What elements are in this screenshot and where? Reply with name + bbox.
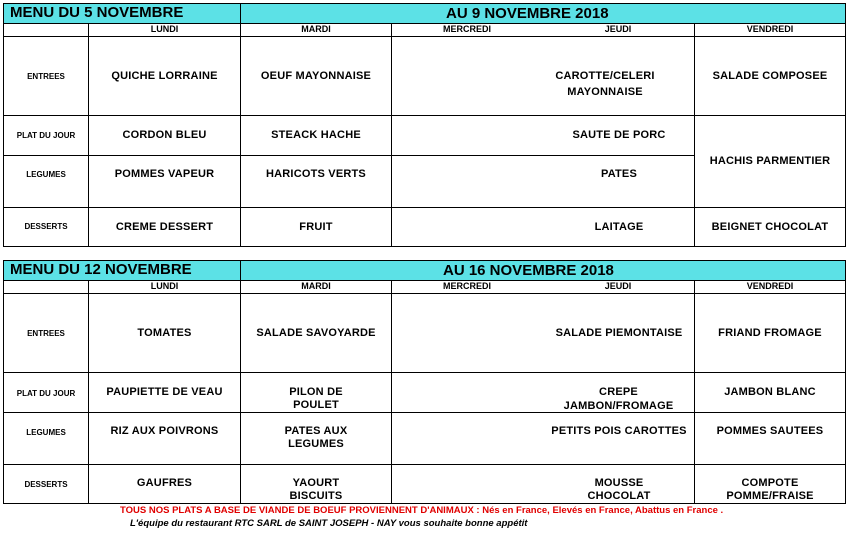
- week2-day-mercredi: MERCREDI: [442, 281, 491, 291]
- week1-line-r3: [3, 207, 845, 208]
- week2-label-legumes: LEGUMES: [26, 428, 66, 437]
- week2-entrees-jeudi: SALADE PIEMONTAISE: [555, 327, 683, 339]
- week2-desserts-lundi: GAUFRES: [136, 477, 193, 489]
- week2-label-plat: PLAT DU JOUR: [16, 389, 76, 398]
- week1-desserts-jeudi: LAITAGE: [594, 221, 644, 233]
- week1-desserts-vendredi: BEIGNET CHOCOLAT: [711, 221, 829, 233]
- week2-title-right: AU 16 NOVEMBRE 2018: [443, 262, 614, 279]
- week1-day-jeudi: JEUDI: [604, 24, 632, 34]
- week2-day-vendredi: VENDREDI: [746, 281, 794, 291]
- week2-vline-1: [88, 280, 89, 504]
- week2-line-bottom: [3, 503, 845, 504]
- week1-line-top: [3, 3, 845, 4]
- week1-line-r1: [3, 115, 845, 116]
- week2-entrees-mardi: SALADE SAVOYARDE: [256, 327, 376, 339]
- week2-plat-lundi: PAUPIETTE DE VEAU: [106, 386, 223, 398]
- week1-entrees-jeudi-2: MAYONNAISE: [567, 86, 643, 98]
- week1-vline-5: [845, 3, 846, 247]
- week2-plat-jeudi: CREPE JAMBON/FROMAGE: [563, 386, 674, 412]
- week2-line-days: [3, 293, 845, 294]
- week2-vline-2: [240, 260, 241, 504]
- week2-label-entrees: ENTREES: [27, 329, 65, 338]
- week1-vline-0: [3, 3, 4, 247]
- week2-legumes-lundi: RIZ AUX POIVRONS: [110, 425, 219, 437]
- week2-plat-mardi-1: PILON DE: [289, 386, 343, 398]
- week2-desserts-mardi-2: BISCUITS: [289, 490, 343, 502]
- week2-line-r2: [3, 412, 845, 413]
- week1-plat-lundi: CORDON BLEU: [122, 129, 207, 141]
- week2-desserts-jeudi-1: MOUSSE: [594, 477, 644, 489]
- week1-day-mardi: MARDI: [301, 24, 331, 34]
- week1-desserts-mardi: FRUIT: [299, 221, 333, 233]
- week1-vendredi-merged: HACHIS PARMENTIER: [709, 155, 831, 167]
- week1-day-vendredi: VENDREDI: [746, 24, 794, 34]
- week1-legumes-jeudi: PATES: [600, 168, 638, 180]
- week1-vline-4: [694, 23, 695, 247]
- week1-label-plat: PLAT DU JOUR: [16, 131, 76, 140]
- week2-vline-4: [694, 280, 695, 504]
- beef-origin-notice: TOUS NOS PLATS A BASE DE VIANDE DE BOEUF PROVIENNENT D'ANIMAUX : Nés en France, Elevés en France, Abattus en France .: [120, 505, 724, 516]
- week2-desserts-mardi-1: YAOURT: [292, 477, 340, 489]
- week2-desserts-vendredi-1: COMPOTE: [741, 477, 799, 489]
- week1-label-desserts: DESSERTS: [24, 222, 68, 231]
- week1-line-bottom: [3, 246, 845, 247]
- week2-entrees-vendredi: FRIAND FROMAGE: [718, 327, 822, 339]
- week1-line-r2: [3, 155, 695, 156]
- week2-plat-vendredi: JAMBON BLANC: [724, 386, 816, 398]
- week2-legumes-vendredi: POMMES SAUTEES: [716, 425, 824, 437]
- week1-title-left: MENU DU 5 NOVEMBRE: [10, 4, 184, 21]
- week2-legumes-mardi-1: PATES AUX: [284, 425, 348, 437]
- week2-desserts-jeudi-2: CHOCOLAT: [587, 490, 651, 502]
- week1-entrees-jeudi-1: CAROTTE/CELERI: [555, 70, 655, 82]
- week2-entrees-lundi: TOMATES: [137, 327, 192, 339]
- week1-day-mercredi: MERCREDI: [442, 24, 491, 34]
- week1-vline-2: [240, 3, 241, 247]
- week2-line-top: [3, 260, 845, 261]
- week1-entrees-lundi: QUICHE LORRAINE: [111, 70, 218, 82]
- week1-entrees-vendredi: SALADE COMPOSEE: [712, 70, 828, 82]
- week2-plat-mardi-2: POULET: [293, 399, 339, 411]
- week1-line-title: [3, 23, 845, 24]
- week2-line-title: [3, 280, 845, 281]
- week2-label-desserts: DESSERTS: [24, 480, 68, 489]
- week2-day-lundi: LUNDI: [150, 281, 179, 291]
- week1-legumes-mardi: HARICOTS VERTS: [266, 168, 366, 180]
- week1-legumes-lundi: POMMES VAPEUR: [114, 168, 215, 180]
- week1-plat-jeudi: SAUTE DE PORC: [572, 129, 666, 141]
- week2-day-jeudi: JEUDI: [604, 281, 632, 291]
- week2-day-mardi: MARDI: [301, 281, 331, 291]
- week2-legumes-jeudi: PETITS POIS CAROTTES: [551, 425, 687, 437]
- week1-label-entrees: ENTREES: [27, 72, 65, 81]
- week2-line-r1: [3, 372, 845, 373]
- week2-desserts-vendredi-2: POMME/FRAISE: [726, 490, 814, 502]
- week2-vline-0: [3, 260, 4, 504]
- week1-title-right: AU 9 NOVEMBRE 2018: [446, 5, 609, 22]
- week2-vline-5: [845, 260, 846, 504]
- week1-line-days: [3, 36, 845, 37]
- week1-label-legumes: LEGUMES: [26, 170, 66, 179]
- week1-vline-1: [88, 23, 89, 247]
- week1-entrees-mardi: OEUF MAYONNAISE: [260, 70, 372, 82]
- week2-legumes-mardi-2: LEGUMES: [288, 438, 344, 450]
- week2-title-left: MENU DU 12 NOVEMBRE: [10, 261, 192, 278]
- week2-vline-3: [391, 280, 392, 504]
- restaurant-signature: L'équipe du restaurant RTC SARL de SAINT JOSEPH - NAY vous souhaite bonne appétit: [130, 518, 528, 529]
- week1-day-lundi: LUNDI: [150, 24, 179, 34]
- week1-plat-mardi: STEACK HACHE: [271, 129, 361, 141]
- week1-desserts-lundi: CREME DESSERT: [115, 221, 214, 233]
- week2-line-r3: [3, 464, 845, 465]
- week1-vline-3: [391, 23, 392, 247]
